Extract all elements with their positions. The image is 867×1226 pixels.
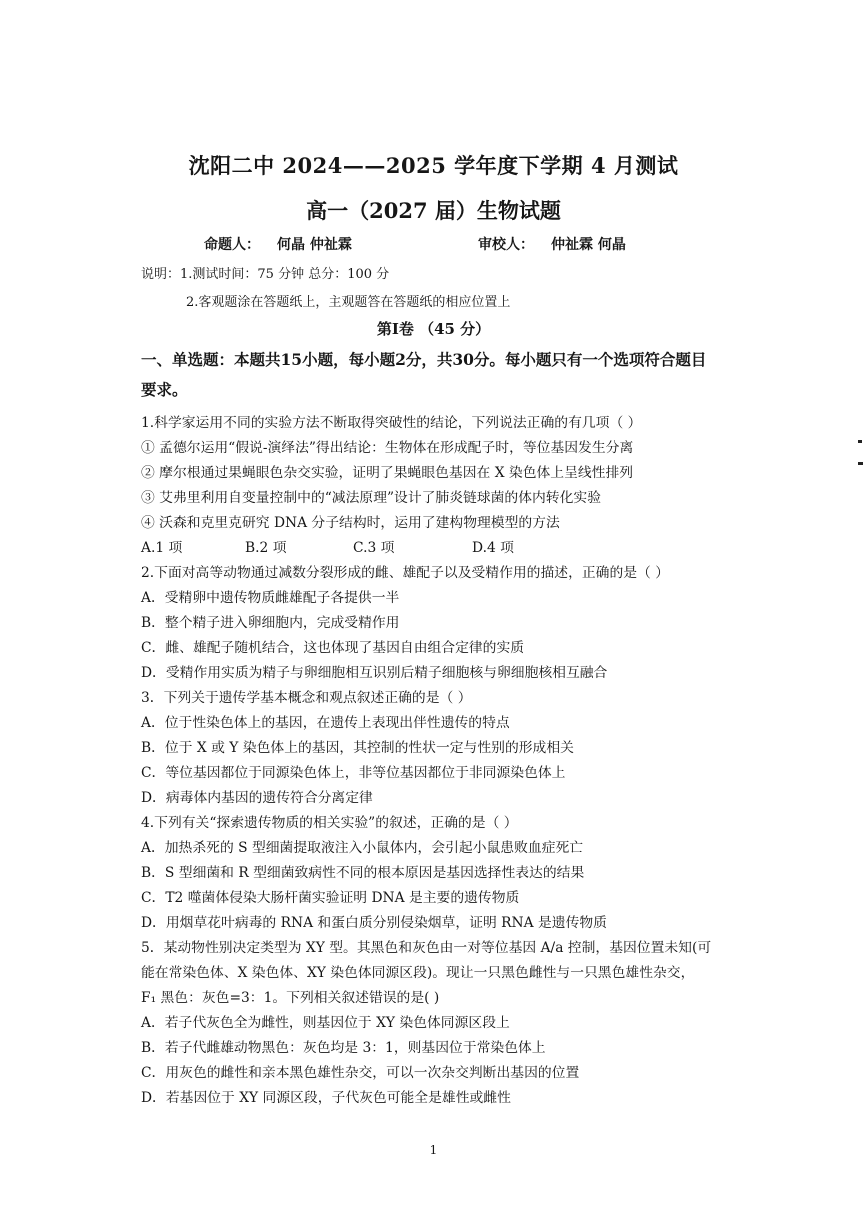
q1-statement-1: ① 孟德尔运用“假说-演绎法”得出结论：生物体在形成配子时，等位基因发生分离 — [141, 440, 634, 456]
q5-option-d: D．若基因位于 XY 同源区段，子代灰色可能全是雄性或雌性 — [141, 1090, 511, 1106]
q2-stem: 2.下面对高等动物通过减数分裂形成的雌、雄配子以及受精作用的描述，正确的是（ ） — [141, 565, 670, 581]
q4-stem: 4.下列有关“探索遗传物质的相关实验”的叙述，正确的是（ ） — [141, 815, 518, 831]
note-line-2: 2.客观题涂在答题纸上，主观题答在答题纸的相应位置上 — [186, 295, 511, 310]
q1-statement-2: ② 摩尔根通过果蝇眼色杂交实验，证明了果蝇眼色基因在 X 染色体上呈线性排列 — [141, 465, 634, 481]
section-heading-line-1: 一、单选题：本题共15小题，每小题2分，共30分。每小题只有一个选项符合题目 — [141, 350, 707, 369]
q5-stem-line-2: 能在常染色体、X 染色体、XY 染色体同源区段)。现让一只黑色雌性与一只黑色雄性杂交， — [141, 965, 695, 981]
q1-option-a: A.1 项 — [141, 540, 183, 556]
q5-option-c: C．用灰色的雌性和亲本黑色雄性杂交，可以一次杂交判断出基因的位置 — [141, 1065, 580, 1081]
maker-label: 命题人： — [204, 237, 260, 253]
q3-option-c: C．等位基因都位于同源染色体上，非等位基因都位于非同源染色体上 — [141, 765, 566, 781]
q3-stem: 3．下列关于遗传学基本概念和观点叙述正确的是（ ） — [141, 690, 472, 706]
exam-title: 沈阳二中 2024——2025 学年度下学期 4 月测试 — [188, 153, 679, 178]
reviewer-names: 仲祉霖 何晶 — [551, 237, 626, 253]
q1-statement-4: ④ 沃森和克里克研究 DNA 分子结构时，运用了建构物理模型的方法 — [141, 515, 560, 531]
q5-stem-line-1: 5．某动物性别决定类型为 XY 型。其黑色和灰色由一对等位基因 A/a 控制，基因位置未知(可 — [141, 940, 712, 956]
q3-option-d: D．病毒体内基因的遗传符合分离定律 — [141, 790, 373, 806]
page-number: 1 — [429, 1143, 438, 1157]
q2-option-a: A．受精卵中遗传物质雌雄配子各提供一半 — [141, 590, 400, 606]
q4-option-c: C．T2 噬菌体侵染大肠杆菌实验证明 DNA 是主要的遗传物质 — [141, 890, 520, 906]
exam-subtitle: 高一（2027 届）生物试题 — [306, 198, 561, 223]
scan-mark — [858, 462, 863, 465]
scan-mark — [858, 440, 862, 443]
q4-option-d: D．用烟草花叶病毒的 RNA 和蛋白质分别侵染烟草，证明 RNA 是遗传物质 — [141, 915, 607, 931]
q3-option-a: A．位于性染色体上的基因，在遗传上表现出伴性遗传的特点 — [141, 715, 510, 731]
q5-stem-line-3: F₁ 黑色：灰色=3：1。下列相关叙述错误的是( ) — [141, 990, 440, 1006]
q1-statement-3: ③ 艾弗里利用自变量控制中的“减法原理”设计了肺炎链球菌的体内转化实验 — [141, 490, 601, 506]
reviewer-label: 审校人： — [478, 237, 534, 253]
maker-names: 何晶 仲祉霖 — [277, 237, 352, 253]
q1-stem: 1.科学家运用不同的实验方法不断取得突破性的结论，下列说法正确的有几项（ ） — [141, 415, 642, 431]
note-line-1: 说明：1.测试时间：75 分钟 总分：100 分 — [141, 267, 390, 282]
section-heading-line-2: 要求。 — [141, 380, 188, 399]
q5-option-a: A．若子代灰色全为雌性，则基因位于 XY 染色体同源区段上 — [141, 1015, 510, 1031]
q3-option-b: B．位于 X 或 Y 染色体上的基因，其控制的性状一定与性别的形成相关 — [141, 740, 574, 756]
q4-option-b: B．S 型细菌和 R 型细菌致病性不同的根本原因是基因选择性表达的结果 — [141, 865, 585, 881]
q5-option-b: B．若子代雌雄动物黑色：灰色均是 3：1，则基因位于常染色体上 — [141, 1040, 546, 1056]
q2-option-d: D．受精作用实质为精子与卵细胞相互识别后精子细胞核与卵细胞核相互融合 — [141, 665, 608, 681]
q1-option-b: B.2 项 — [245, 540, 287, 556]
q1-option-c: C.3 项 — [353, 540, 395, 556]
q1-option-d: D.4 项 — [472, 540, 514, 556]
volume-heading: 第Ⅰ卷 （45 分） — [376, 320, 491, 338]
q2-option-c: C．雌、雄配子随机结合，这也体现了基因自由组合定律的实质 — [141, 640, 525, 656]
q4-option-a: A．加热杀死的 S 型细菌提取液注入小鼠体内，会引起小鼠患败血症死亡 — [141, 840, 584, 856]
q2-option-b: B．整个精子进入卵细胞内，完成受精作用 — [141, 615, 400, 631]
